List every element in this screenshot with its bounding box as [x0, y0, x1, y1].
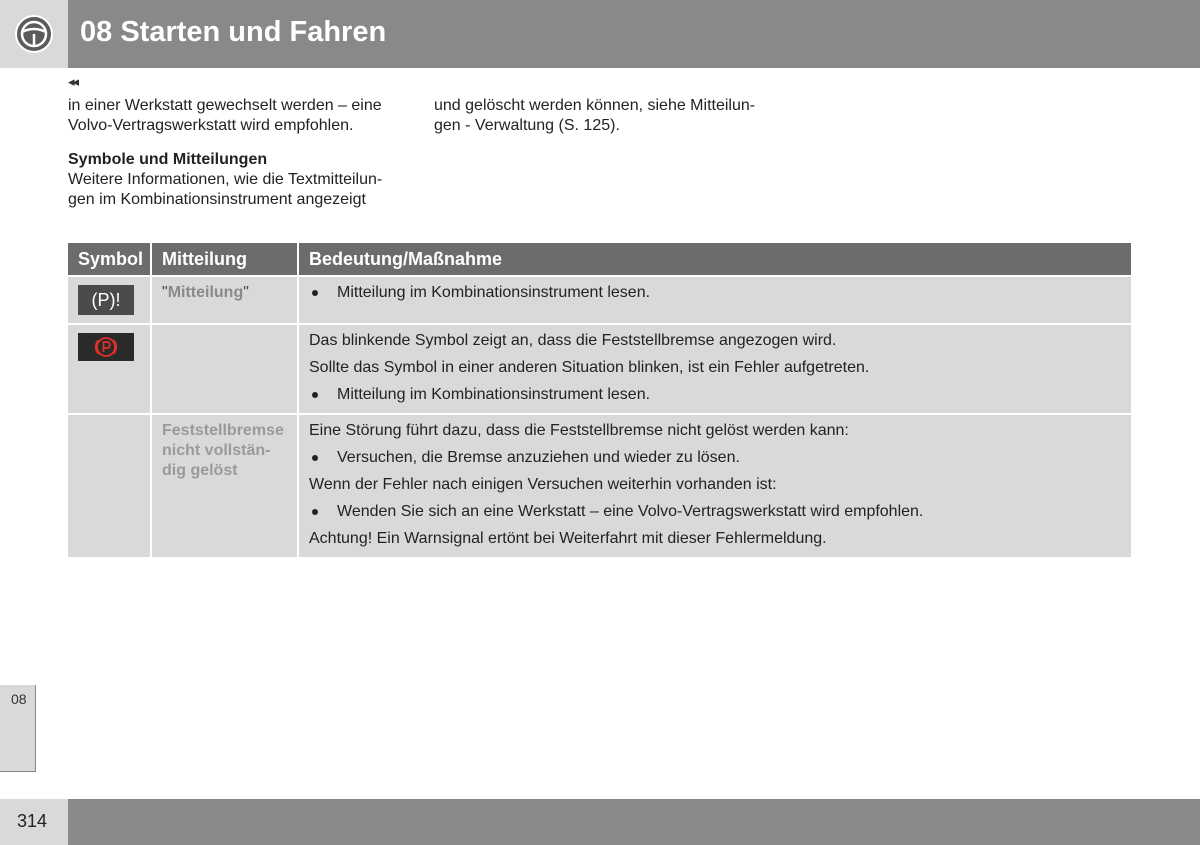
- symbol-cell: [68, 276, 151, 324]
- steering-wheel-icon: [14, 14, 54, 54]
- column-header-message: Mitteilung: [151, 243, 298, 276]
- continued-marker: ◂◂: [68, 74, 78, 89]
- message-table: [68, 243, 1131, 559]
- page-number-box: [0, 799, 68, 845]
- parking-brake-warning-icon: [78, 333, 134, 361]
- symbol-cell: [68, 324, 151, 414]
- table-row: [68, 414, 1131, 558]
- page-footer: [0, 799, 1200, 845]
- message-label-line: dig gelöst: [162, 462, 238, 479]
- meaning-paragraph: Das blinkende Symbol zeigt an, dass die Feststellbremse angezogen wird.: [309, 332, 837, 349]
- table-row: [68, 324, 1131, 414]
- bullet-item: Mitteilung im Kombinationsinstrument lesen.: [309, 385, 1121, 405]
- chapter-number: 08: [11, 691, 27, 707]
- chapter-icon-box: [0, 0, 68, 68]
- intro-text-col2: und gelöscht werden können, siehe Mitteilun-gen - Verwaltung (S. 125).: [434, 97, 756, 134]
- section-heading: Symbole und Mitteilungen: [68, 151, 268, 168]
- message-cell: [151, 324, 298, 414]
- meaning-paragraph: Wenn der Fehler nach einigen Versuchen weiterhin vorhanden ist:: [309, 476, 777, 493]
- meaning-cell: [298, 324, 1131, 414]
- page-number: 314: [17, 811, 48, 831]
- quote-open: ": [162, 284, 168, 301]
- parking-message-symbol: (P)!: [78, 285, 134, 315]
- parking-brake-glyph-icon: [94, 335, 118, 359]
- quote-close: ": [243, 284, 249, 301]
- meaning-cell: [298, 414, 1131, 558]
- message-cell: [151, 276, 298, 324]
- section-text: Weitere Informationen, wie die Textmitteilun-gen im Kombinationsinstrument angezeigt: [68, 171, 383, 208]
- chapter-title: 08 Starten und Fahren: [80, 16, 387, 48]
- intro-text-col1: in einer Werkstatt gewechselt werden – eine Volvo-Vertragswerkstatt wird empfohlen.: [68, 97, 382, 134]
- column-header-meaning: Bedeutung/Maßnahme: [298, 243, 1131, 276]
- message-label-line: Feststellbremse: [162, 422, 284, 439]
- bullet-item: Versuchen, die Bremse anzuziehen und wieder zu lösen.: [309, 448, 1121, 468]
- meaning-paragraph: Sollte das Symbol in einer anderen Situation blinken, ist ein Fehler aufgetreten.: [309, 359, 870, 376]
- bullet-item: Mitteilung im Kombinationsinstrument lesen.: [309, 283, 1121, 303]
- message-cell: [151, 414, 298, 558]
- message-label-line: nicht vollstän-: [162, 442, 271, 459]
- message-label: Mitteilung: [167, 284, 244, 301]
- column-header-symbol: Symbol: [68, 243, 151, 276]
- chapter-side-tab: [0, 685, 36, 772]
- meaning-paragraph: Eine Störung führt dazu, dass die Feststellbremse nicht gelöst werden kann:: [309, 422, 849, 439]
- page-header: [0, 0, 1200, 68]
- table-row: [68, 276, 1131, 324]
- bullet-item: Wenden Sie sich an eine Werkstatt – eine Volvo-Vertragswerkstatt wird empfohlen.: [309, 502, 1121, 522]
- meaning-paragraph: Achtung! Ein Warnsignal ertönt bei Weiterfahrt mit dieser Fehlermeldung.: [309, 530, 827, 547]
- meaning-cell: [298, 276, 1131, 324]
- table-header-row: [68, 243, 1131, 276]
- symbol-cell: [68, 414, 151, 558]
